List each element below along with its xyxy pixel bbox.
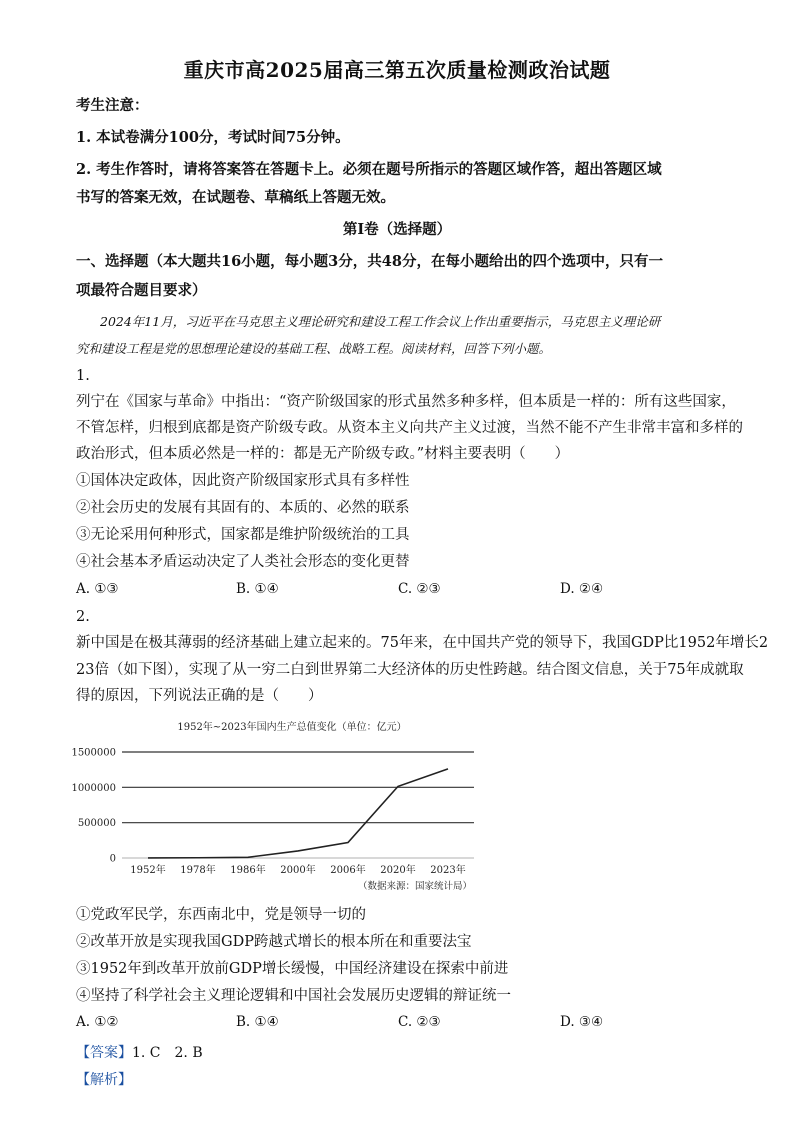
q1-option-c: C. ②③: [398, 581, 441, 597]
q2-stem-line-2: 23倍（如下图），实现了从一穷二白到世界第二大经济体的历史性跨越。结合图文信息，关于75年成就取: [76, 662, 744, 678]
notice-item-1: 1. 本试卷满分100分，考试时间75分钟。: [76, 129, 350, 146]
answer-line: [76, 1042, 203, 1062]
q1-option-d: D. ②④: [560, 581, 604, 597]
y-tick-label: 0: [109, 853, 116, 865]
q1-statement-4: ④社会基本矛盾运动决定了人类社会形态的变化更替: [76, 554, 410, 570]
q2-option-d: D. ③④: [560, 1014, 604, 1030]
q1-statement-3: ③无论采用何种形式，国家都是维护阶级统治的工具: [76, 527, 410, 543]
q1-statement-1: ①国体决定政体，因此资产阶级国家形式具有多样性: [76, 473, 410, 489]
y-tick-label: 1000000: [71, 782, 116, 794]
x-tick-label: 1978年: [180, 865, 216, 876]
q2-option-b: B. ①④: [236, 1014, 279, 1030]
answer-text: 1. C 2. B: [132, 1045, 203, 1061]
x-tick-label: 1986年: [230, 865, 266, 876]
x-tick-label: 2006年: [330, 865, 366, 876]
chart-source: （数据来源：国家统计局）: [357, 881, 472, 892]
analysis-tag: 【解析】: [76, 1072, 132, 1088]
chart-grid: [122, 752, 474, 858]
chart-title: 1952年~2023年国内生产总值变化（单位：亿元）: [177, 722, 407, 733]
q1-option-b: B. ①④: [236, 581, 279, 597]
x-tick-label: 2000年: [280, 865, 316, 876]
section-instruction-1: 一、选择题（本大题共16小题，每小题3分，共48分，在每小题给出的四个选项中，只有一: [76, 253, 663, 270]
q2-stem-line-1: 新中国是在极其薄弱的经济基础上建立起来的。75年来，在中国共产党的领导下，我国GDP比1952年增长2: [76, 635, 769, 651]
q1-stem-line-3: 政治形式，但本质必然是一样的：都是无产阶级专政。”材料主要表明（ ）: [76, 446, 570, 462]
q2-stem-line-3: 得的原因，下列说法正确的是（ ）: [76, 688, 323, 704]
q2-statement-3: ③1952年到改革开放前GDP增长缓慢，中国经济建设在探索中前进: [76, 961, 509, 977]
y-tick-label: 500000: [77, 818, 116, 830]
q1-stem-line-1: 列宁在《国家与革命》中指出：“资产阶级国家的形式虽然多种多样，但本质是一样的：所有这些国家，: [76, 394, 736, 410]
q2-number: 2.: [76, 609, 90, 625]
notice-item-2: 2. 考生作答时，请将答案答在答题卡上。必须在题号所指示的答题区域作答，超出答题区域: [76, 161, 662, 178]
q2-statement-1: ①党政军民学，东西南北中，党是领导一切的: [76, 907, 366, 923]
q1-statement-2: ②社会历史的发展有其固有的、本质的、必然的联系: [76, 500, 410, 516]
section-title: 第Ⅰ卷（选择题）: [342, 221, 452, 238]
x-tick-label: 2020年: [380, 865, 416, 876]
q2-statement-2: ②改革开放是实现我国GDP跨越式增长的根本所在和重要法宝: [76, 934, 472, 950]
notice-heading: 考生注意：: [76, 97, 149, 114]
notice-item-2-cont: 书写的答案无效，在试题卷、草稿纸上答题无效。: [76, 189, 395, 206]
q1-number: 1.: [76, 368, 90, 384]
q1-option-a: A. ①③: [76, 581, 119, 597]
intro-line-2: 究和建设工程是党的思想理论建设的基础工程、战略工程。阅读材料，回答下列小题。: [76, 341, 552, 356]
chart-x-ticks: [130, 863, 465, 876]
intro-line-1: 2024年11月，习近平在马克思主义理论研究和建设工程工作会议上作出重要指示，马克思主义理论研: [100, 314, 661, 329]
q2-option-c: C. ②③: [398, 1014, 441, 1030]
answer-tag: 【答案】: [76, 1045, 132, 1061]
q2-option-a: A. ①②: [76, 1014, 119, 1030]
x-tick-label: 2023年: [430, 865, 466, 876]
gdp-series-line: [148, 769, 448, 858]
page-title: 重庆市高2025届高三第五次质量检测政治试题: [183, 58, 611, 82]
gdp-line-chart: [60, 712, 500, 896]
x-tick-label: 1952年: [130, 865, 166, 876]
section-instruction-2: 项最符合题目要求）: [76, 282, 207, 299]
q2-statement-4: ④坚持了科学社会主义理论逻辑和中国社会发展历史逻辑的辩证统一: [76, 988, 511, 1004]
y-tick-label: 1500000: [71, 747, 116, 759]
chart-y-ticks: [71, 748, 116, 865]
q1-stem-line-2: 不管怎样，归根到底都是资产阶级专政。从资本主义向共产主义过渡，当然不能不产生非常丰富和多样的: [76, 420, 743, 436]
analysis-line: [76, 1069, 132, 1089]
